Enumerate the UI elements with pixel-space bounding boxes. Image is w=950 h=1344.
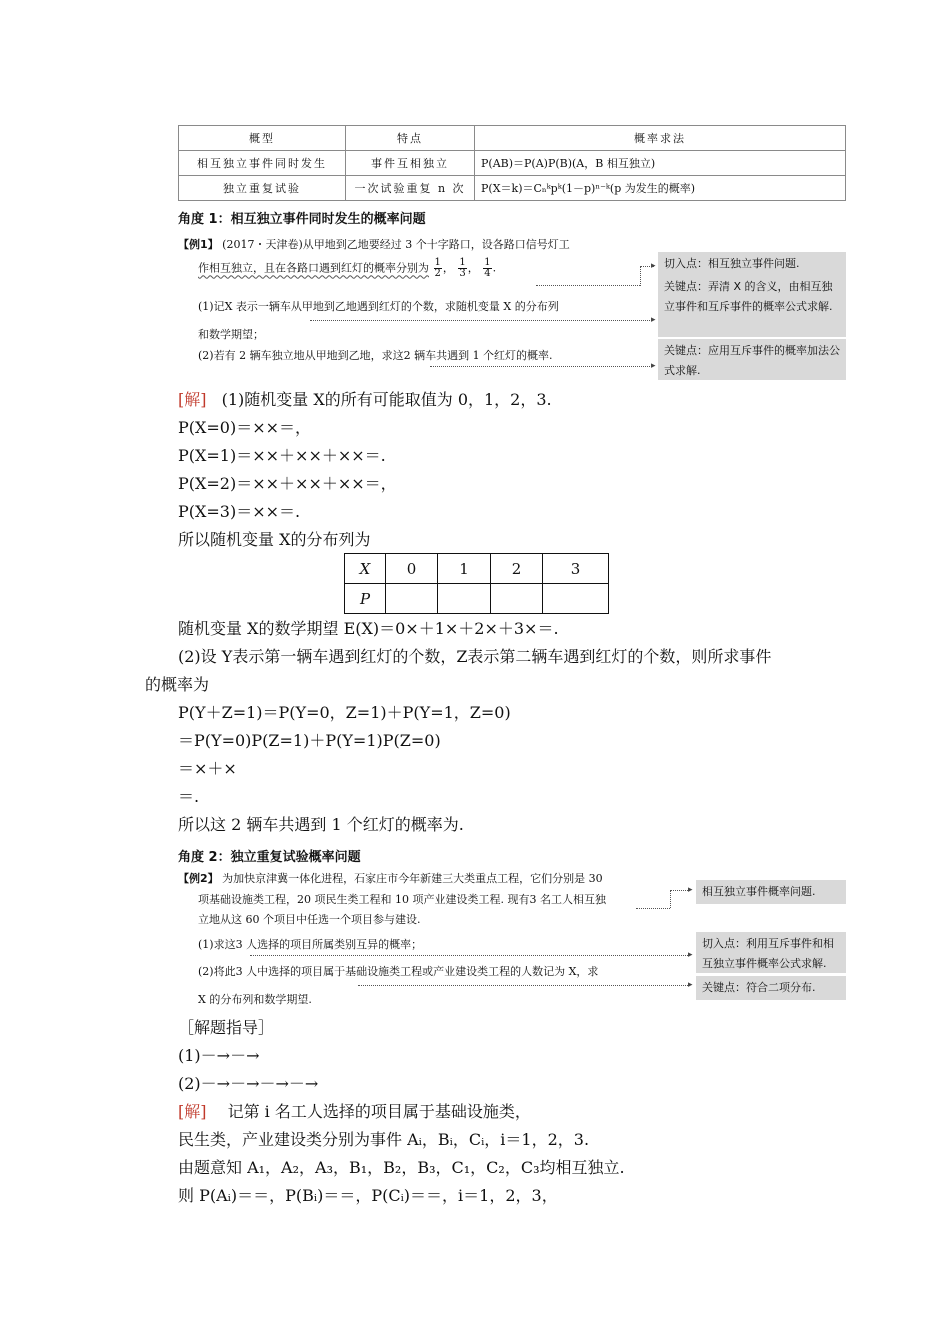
example1-label: 【例1】: [178, 238, 219, 251]
arrow-icon: ▸: [651, 361, 656, 371]
solution2-line1: [解] 记第 i 名工人选择的项目属于基础设施类，: [178, 1102, 531, 1121]
solution1-line2: P(X=0)＝××＝，: [178, 418, 312, 437]
example1-line2: 作相互独立，且在各路口遇到红灯的概率分别为 $\frac{1}{2}$ ， $\frac{1}{3}$ ， $\frac{1}{4}$ .: [198, 257, 497, 279]
table-row: [179, 151, 846, 176]
solution2-line4: 则 P(Aᵢ)＝＝，P(Bᵢ)＝＝，P(Cᵢ)＝＝，i＝1，2，3，: [178, 1186, 558, 1205]
table-cell: 0: [386, 554, 438, 584]
guide-line1: (1)－→－→: [178, 1046, 260, 1065]
table-cell: X: [345, 554, 386, 584]
connector-line: [430, 366, 652, 367]
fraction: $\frac{1}{3}$: [459, 257, 466, 279]
solution1-line4: P(X=2)＝××＋××＋××＝，: [178, 474, 397, 493]
example1-line3: (1)记X 表示一辆车从甲地到乙地遇到红灯的个数，求随机变量 X 的分布列: [198, 300, 559, 313]
arrow-icon: ▸: [688, 980, 693, 990]
connector-line: [536, 285, 640, 286]
example2-line6: X 的分布列和数学期望.: [198, 993, 312, 1006]
example1-text: (2017・天津卷)从甲地到乙地要经过 3 个十字路口，设各路口信号灯工: [222, 238, 570, 251]
table-cell: 1: [438, 554, 491, 584]
note-key-point: 关键点：符合二项分布.: [696, 976, 846, 1000]
table-cell: [543, 584, 609, 614]
connector-line: [636, 908, 670, 909]
table-row: [345, 584, 609, 614]
table-header-cell: 概率求法: [475, 126, 846, 151]
table-cell: [491, 584, 543, 614]
probability-type-table: [178, 125, 846, 201]
table-header-row: [179, 126, 846, 151]
expectation-line: 随机变量 X的数学期望 E(X)＝0×＋1×＋2×＋3×＝.: [178, 619, 559, 638]
note-key-point: 关键点：弄清 X 的含义，由相互独立事件和互斥事件的概率公式求解.: [658, 275, 846, 337]
connector-line: [670, 890, 690, 891]
solution1-line1: [解] (1)随机变量 X的所有可能取值为 0，1，2，3.: [178, 390, 552, 409]
table-cell: 一次试验重复 n 次: [346, 176, 475, 201]
example2-label: 【例2】: [178, 872, 219, 885]
table-cell: 相互独立事件同时发生: [179, 151, 346, 176]
table-cell: [386, 584, 438, 614]
part2-line7: 所以这 2 辆车共遇到 1 个红灯的概率为.: [178, 815, 464, 834]
example2-line3: 立地从这 60 个项目中任选一个项目参与建设.: [198, 913, 421, 926]
connector-line: [640, 266, 641, 286]
part2-line5: ＝×＋×: [178, 759, 237, 778]
table-cell: P(X＝k)＝Cₙᵏpᵏ(1－p)ⁿ⁻ᵏ(p 为发生的概率): [475, 176, 846, 201]
solution1-line6: 所以随机变量 X的分布列为: [178, 530, 371, 549]
note-entry-point: 切入点：利用互斥事件和相互独立事件概率公式求解.: [696, 932, 846, 973]
arrow-icon: ▸: [651, 261, 656, 271]
example1-line2-text: 作相互独立，且在各路口遇到红灯的概率分别为: [198, 261, 429, 275]
example2-line2: 项基础设施类工程，20 项民生类工程和 10 项产业建设类工程. 现有3 名工人相互独: [198, 893, 606, 906]
angle2-heading: 角度 2：独立重复试验概率问题: [178, 850, 361, 865]
note-key-point: 关键点：应用互斥事件的概率加法公式求解.: [658, 339, 846, 380]
angle1-heading: 角度 1：相互独立事件同时发生的概率问题: [178, 212, 426, 227]
note-entry-point: 切入点：相互独立事件问题.: [658, 252, 846, 276]
connector-line: [250, 955, 690, 956]
distribution-table: [344, 553, 609, 614]
note-topic: 相互独立事件概率问题.: [696, 880, 846, 904]
solution-label: [解]: [178, 1102, 207, 1121]
example2-line1: 【例2】 为加快京津冀一体化进程，石家庄市今年新建三大类重点工程，它们分别是 30: [178, 872, 603, 885]
table-cell: 2: [491, 554, 543, 584]
connector-line: [670, 890, 671, 908]
arrow-icon: ▸: [651, 315, 656, 325]
table-row: [179, 176, 846, 201]
table-row: [345, 554, 609, 584]
guide-title: ［解题指导］: [178, 1018, 275, 1037]
table-cell: P: [345, 584, 386, 614]
table-cell: [438, 584, 491, 614]
part2-line4: ＝P(Y=0)P(Z=1)＋P(Y=1)P(Z=0): [178, 731, 441, 750]
part2-line2: 的概率为: [145, 675, 210, 694]
table-cell: 事件互相独立: [346, 151, 475, 176]
example2-line4: (1)求这3 人选择的项目所属类别互异的概率；: [198, 938, 423, 951]
solution2-line3: 由题意知 A₁，A₂，A₃，B₁，B₂，B₃，C₁，C₂，C₃均相互独立.: [178, 1158, 625, 1177]
example2-line5: (2)将此3 人中选择的项目属于基础设施类工程或产业建设类工程的人数记为 X，求: [198, 965, 599, 978]
fraction: $\frac{1}{4}$: [484, 257, 491, 279]
table-header-cell: 特点: [346, 126, 475, 151]
example1-line4: 和数学期望；: [198, 328, 264, 341]
part2-line3: P(Y＋Z=1)＝P(Y=0，Z=1)＋P(Y=1，Z=0): [178, 703, 511, 722]
connector-line: [358, 985, 690, 986]
solution2-line2: 民生类，产业建设类分别为事件 Aᵢ，Bᵢ，Cᵢ，i＝1，2，3.: [178, 1130, 590, 1149]
part2-line6: ＝.: [178, 787, 200, 806]
part2-line1: (2)设 Y表示第一辆车遇到红灯的个数，Z表示第二辆车遇到红灯的个数，则所求事件: [178, 647, 772, 666]
fraction: $\frac{1}{2}$: [434, 257, 441, 279]
arrow-icon: ▸: [688, 950, 693, 960]
table-cell: P(AB)＝P(A)P(B)(A，B 相互独立): [475, 151, 846, 176]
solution1-line5: P(X=3)＝××＝.: [178, 502, 301, 521]
solution-label: [解]: [178, 390, 207, 409]
table-header-cell: 概型: [179, 126, 346, 151]
table-cell: 3: [543, 554, 609, 584]
table-cell: 独立重复试验: [179, 176, 346, 201]
arrow-icon: ▸: [688, 885, 693, 895]
connector-line: [310, 320, 652, 321]
example1-line5: (2)若有 2 辆车独立地从甲地到乙地，求这2 辆车共遇到 1 个红灯的概率.: [198, 349, 553, 362]
guide-line2: (2)－→－→－→－→: [178, 1074, 319, 1093]
solution1-line3: P(X=1)＝××＋××＋××＝.: [178, 446, 386, 465]
example1-line1: [178, 236, 570, 252]
